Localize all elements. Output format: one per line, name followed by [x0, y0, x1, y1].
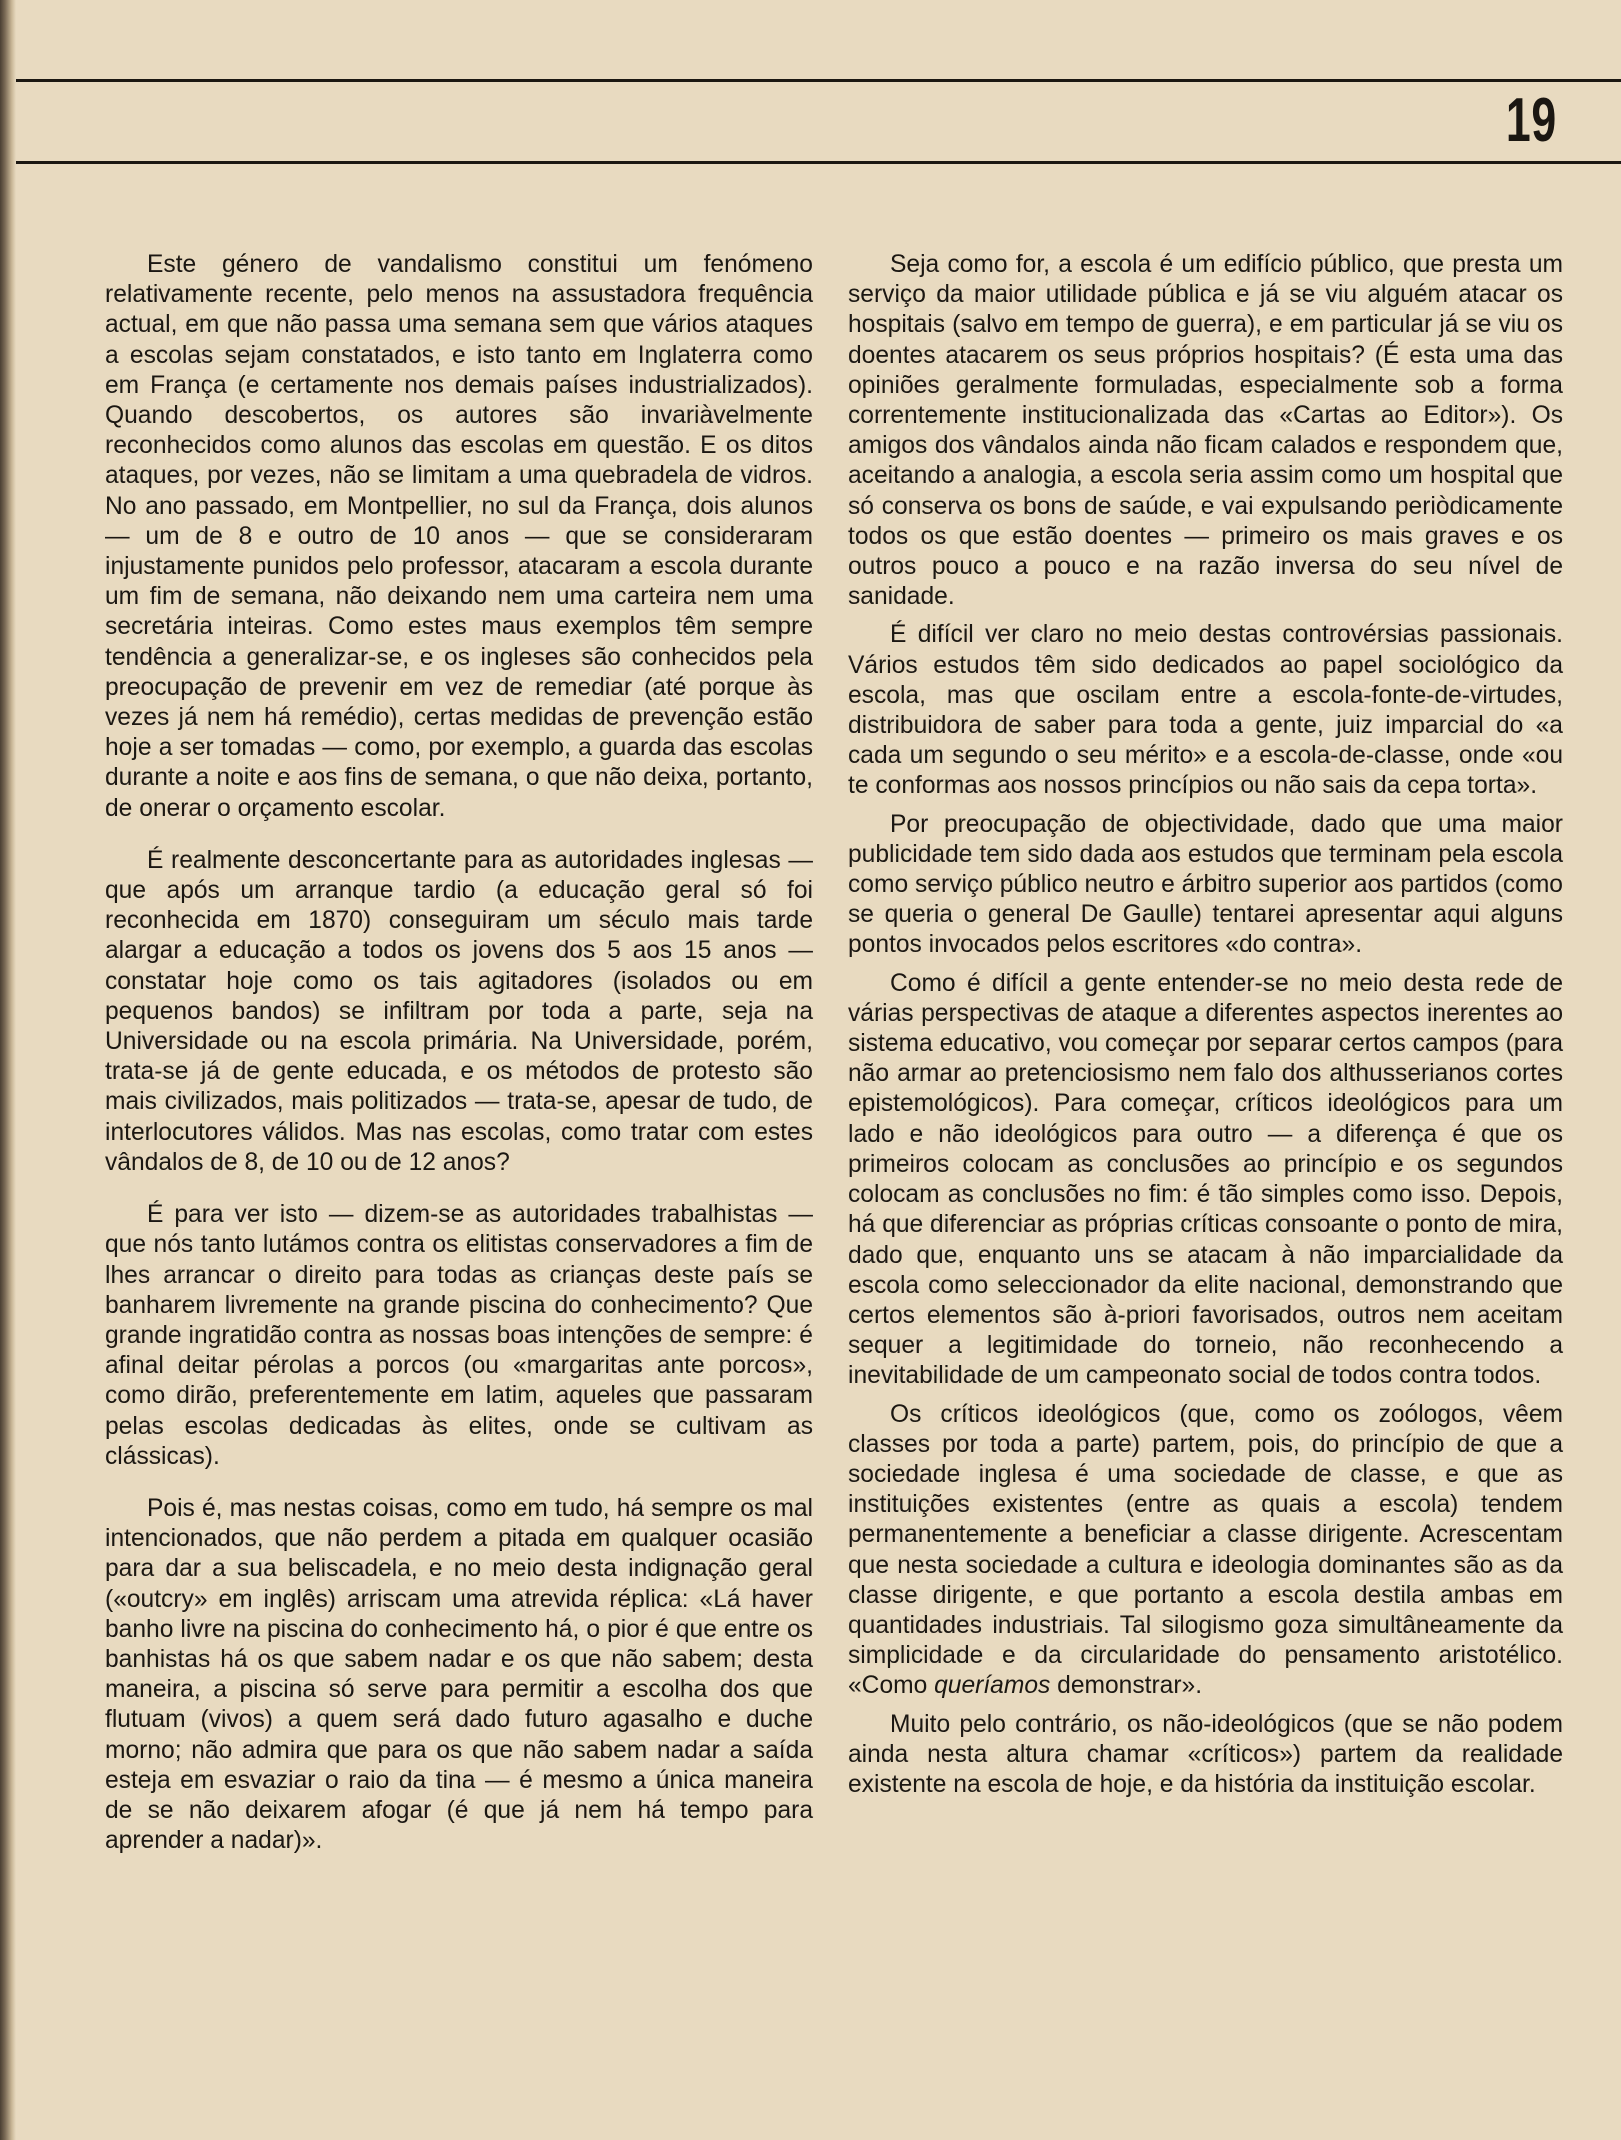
page-binding-edge [0, 0, 16, 2140]
header-rule-top [16, 79, 1621, 82]
paragraph: Pois é, mas nestas coisas, como em tudo, há sempre os mal intencionados, que não perdem a pitada em qualquer ocasião para dar a sua beliscadela, e no meio desta indignação geral («outcry» em inglês) arriscam uma atrevida réplica: «Lá haver banho livre na piscina do conhecimento há, o pior é que entre os banhistas há os que sabem nadar e os que não sabem; desta maneira, a piscina só serve para permitir a escolha dos que flutuam (vivos) a quem será dado futuro agasalho e duche morno; não admira que para os que não sabem nadar a saída esteja em esvaziar o raio da tina — é mesmo a única maneira de se não deixarem afogar (é que já nem há tempo para aprender a nadar)». [105, 1494, 813, 1855]
left-column [105, 250, 813, 1856]
paragraph: Muito pelo contrário, os não-ideológicos (que se não podem ainda nesta altura chamar «críticos») partem da realidade existente na escola de hoje, e da história da instituição escolar. [848, 1710, 1563, 1798]
paragraph: Como é difícil a gente entender-se no meio desta rede de várias perspectivas de ataque a diferentes aspectos inerentes ao sistema educativo, vou começar por separar certos campos (para não armar ao pretenciosismo nem falo dos althusserianos cortes epistemológicos). Para começar, críticos ideológicos para um lado e não ideológicos para outro — a diferença é que os primeiros colocam as conclusões ao princípio e os segundos colocam as conclusões no fim: é tão simples como isso. Depois, há que diferenciar as próprias críticas consoante o ponto de mira, dado que, enquanto uns se atacam à não imparcialidade da escola como seleccionador da elite nacional, demonstrando que certos elementos são à-priori favorisados, outros nem aceitam sequer a legitimidade do torneio, não reconhecendo a inevitabilidade de um campeonato social de todos contra todos. [848, 969, 1563, 1390]
paragraph: Por preocupação de objectividade, dado que uma maior publicidade tem sido dada aos estudos que terminam pela escola como serviço público neutro e árbitro superior aos partidos (como se queria o general De Gaulle) tentarei apresentar aqui alguns pontos invocados pelos escritores «do contra». [848, 810, 1563, 959]
paragraph-text: Os críticos ideológicos (que, como os zoólogos, vêem classes por toda a parte) partem, pois, do princípio de que a sociedade inglesa é uma sociedade de classe, e que as instituições existentes (entre as quais a escola) tendem permanentemente a beneficiar a classe dirigente. Acrescentam que nesta sociedade a cultura e ideologia dominantes são as da classe dirigente, e que portanto a escola destila ambas em quantidades industriais. Tal silogismo goza simultâneamente da simplicidade e da circularidade do pensamento aristotélico. «Como [848, 1400, 1563, 1700]
paragraph [848, 1400, 1563, 1702]
page-number: 19 [1505, 86, 1557, 155]
paragraph: É realmente desconcertante para as autoridades inglesas — que após um arranque tardio (a educação geral só foi reconhecida em 1870) conseguiram um século mais tarde alargar a educação a todos os jovens dos 5 aos 15 anos — constatar hoje como os tais agitadores (isolados ou em pequenos bandos) se infiltram por toda a parte, seja na Universidade ou na escola primária. Na Universidade, porém, trata-se já de gente educada, e os métodos de protesto são mais civilizados, mais politizados — trata-se, apesar de tudo, de interlocutores válidos. Mas nas escolas, como tratar com estes vândalos de 8, de 10 ou de 12 anos? [105, 846, 813, 1176]
paragraph: É difícil ver claro no meio destas controvérsias passionais. Vários estudos têm sido dedicados ao papel sociológico da escola, mas que oscilam entre a escola-fonte-de-virtudes, distribuidora de saber para toda a gente, juiz imparcial do «a cada um segundo o seu mérito» e a escola-de-classe, onde «ou te conformas aos nossos princípios ou não sais da cepa torta». [848, 621, 1563, 800]
paragraph: É para ver isto — dizem-se as autoridades trabalhistas — que nós tanto lutámos contra os elitistas conservadores a fim de lhes arrancar o direito para todas as crianças deste país se banharem livremente na grande piscina do conhecimento? Que grande ingratidão contra as nossas boas intenções de sempre: é afinal deitar pérolas a porcos (ou «margaritas ante porcos», como dirão, preferentemente em latim, aqueles que passaram pelas escolas dedicadas às elites, onde se cultivam as clássicas). [105, 1201, 813, 1470]
paragraph: Este género de vandalismo constitui um fenómeno relativamente recente, pelo menos na assustadora frequência actual, em que não passa uma semana sem que vários ataques a escolas sejam constatados, e isto tanto em Inglaterra como em França (e certamente nos demais países industrializados). Quando descobertos, os autores são invariàvelmente reconhecidos como alunos das escolas em questão. E os ditos ataques, por vezes, não se limitam a uma quebradela de vidros. No ano passado, em Montpellier, no sul da França, dois alunos — um de 8 e outro de 10 anos — que se consideraram injustamente punidos pelo professor, atacaram a escola durante um fim de semana, não deixando nem uma carteira nem uma secretária inteiras. Como estes maus exemplos têm sempre tendência a generalizar-se, e os ingleses são conhecidos pela preocupação de prevenir em vez de remediar (até porque às vezes já nem há remédio), certas medidas de prevenção estão hoje a ser tomadas — como, por exemplo, a guarda das escolas durante a noite e aos fins de semana, o que não deixa, portanto, de onerar o orçamento escolar. [105, 251, 813, 822]
paragraph-text-end: demonstrar». [1050, 1672, 1203, 1700]
right-column [848, 250, 1563, 1800]
paragraph: Seja como for, a escola é um edifício público, que presta um serviço da maior utilidade pública e já se viu alguém atacar os hospitais (salvo em tempo de guerra), e em particular já se viu os doentes atacarem os seus próprios hospitais? (É esta uma das opiniões geralmente formuladas, especialmente sob a forma correntemente institucionalizada das «Cartas ao Editor»). Os amigos dos vândalos ainda não ficam calados e respondem que, aceitando a analogia, a escola seria assim como um hospital que só conserva os bons de saúde, e vai expulsando periòdicamente todos os que estão doentes — primeiro os mais graves e os outros pouco a pouco e na razão inversa do seu nível de sanidade. [848, 251, 1563, 611]
header-rule-bottom [16, 161, 1621, 164]
italic-word: queríamos [934, 1672, 1051, 1700]
